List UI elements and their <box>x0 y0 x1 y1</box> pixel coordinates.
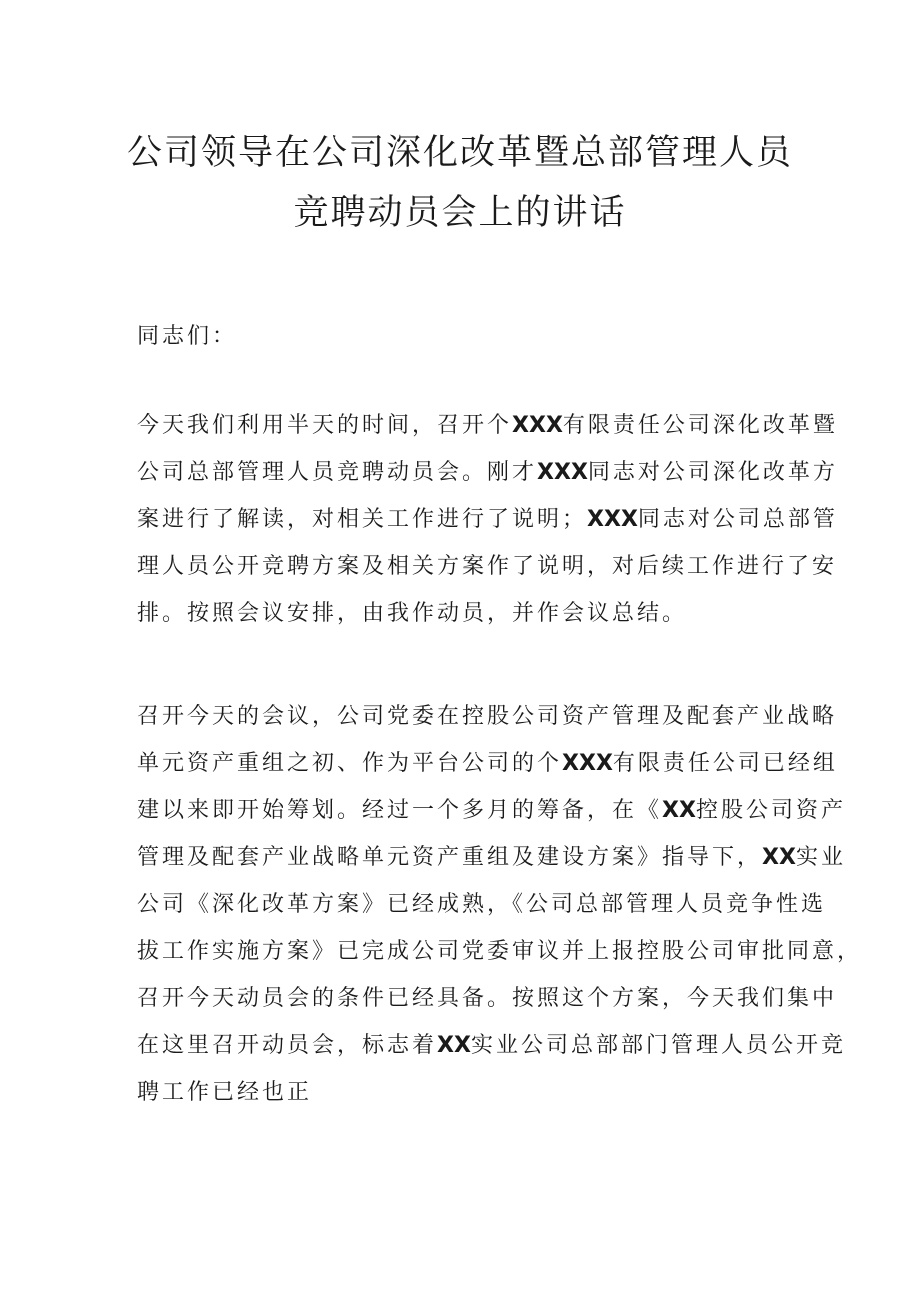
paragraph-line: 理人员公开竞聘方案及相关方案作了说明，对后续工作进行了安 <box>137 554 838 579</box>
paragraph-line: 公司《深化改革方案》已经成熟，《公司总部管理人员竞争性选 <box>137 892 827 917</box>
document-title-line-2: 竞聘动员会上的讲话 <box>293 193 627 233</box>
placeholder-text: XX <box>437 1033 471 1058</box>
paragraph-line: 在这里召开动员会，标志着XX实业公司总部部门管理人员公开竞 <box>137 1033 846 1058</box>
placeholder-text: XX <box>762 845 796 870</box>
paragraph-line: 案进行了解读，对相关工作进行了说明；XXX同志对公司总部管 <box>137 507 838 532</box>
paragraph-line: 公司总部管理人员竞聘动员会。刚才XXX同志对公司深化改革方 <box>137 460 838 485</box>
placeholder-text: XXX <box>587 507 638 532</box>
salutation: 同志们： <box>137 324 238 349</box>
paragraph-1 <box>137 402 838 637</box>
paragraph-line: 管理及配套产业战略单元资产重组及建设方案》指导下，XX实业 <box>137 845 846 870</box>
placeholder-text: XX <box>662 798 696 823</box>
paragraph-line: 聘工作已经也正 <box>137 1080 313 1105</box>
placeholder-text: XXX <box>562 751 613 776</box>
paragraph-line: 拔工作实施方案》已完成公司党委审议并上报控股公司审批同意， <box>137 939 863 964</box>
document-title-line-1: 公司领导在公司深化改革暨总部管理人员 <box>126 133 793 173</box>
paragraph-2 <box>137 693 863 1116</box>
paragraph-line: 排。按照会议安排，由我作动员，并作会议总结。 <box>137 601 688 626</box>
paragraph-line: 召开今天动员会的条件已经具备。按照这个方案，今天我们集中 <box>137 986 838 1011</box>
placeholder-text: XXX <box>537 460 588 485</box>
paragraph-line: 召开今天的会议，公司党委在控股公司资产管理及配套产业战略 <box>137 704 838 729</box>
placeholder-text: XXX <box>512 413 563 438</box>
paragraph-line: 单元资产重组之初、作为平台公司的个XXX有限责任公司已经组 <box>137 751 838 776</box>
paragraph-line: 今天我们利用半天的时间，召开个XXX有限责任公司深化改革暨 <box>137 413 838 438</box>
paragraph-line: 建以来即开始筹划。经过一个多月的筹备，在《XX控股公司资产 <box>137 798 846 823</box>
